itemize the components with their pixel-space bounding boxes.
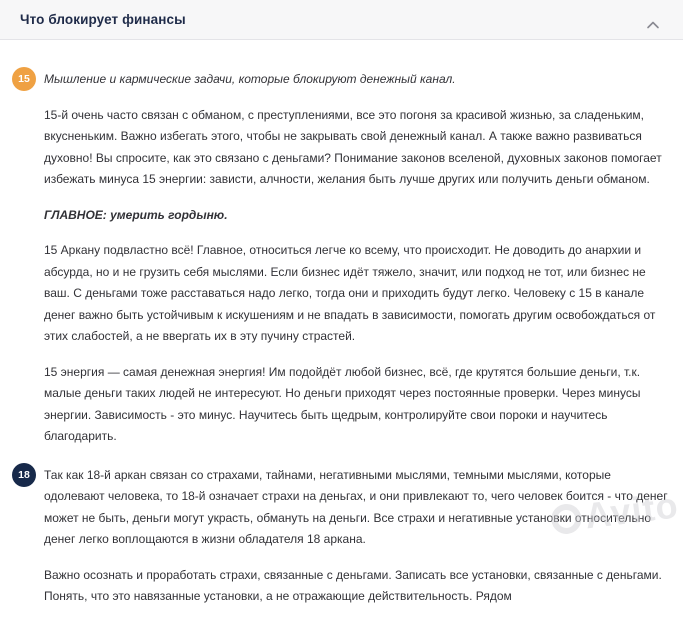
arcana-18-badge: 18 <box>12 463 36 487</box>
arcana-15-section <box>12 66 671 462</box>
arcana-15-badge: 15 <box>12 67 36 91</box>
paragraph-18-fears: Так как 18-й аркан связан со страхами, тайнами, негативными мыслями, темными мыслями, которые одолевают человека, то 18-й означает страхи на деньгах, и они привлекают то, чего человек боится - что денег может не быть, деньги могут украсть, обмануть на деньги. Все страхи и негативные установки относительно денег легко воплощаются в жизни обладателя 18 аркана. <box>44 467 668 546</box>
paragraph-15-deception: 15-й очень часто связан с обманом, с преступлениями, все это погоня за красивой жизнью, за сладеньким, вкусненьким. Важно избегать этого, чтобы не закрывать свой денежный канал. А также важно развиваться духовно! Вы спросите, как это связано с деньгами? Понимание законов вселеной, духовных законов помогает избежать минуса 15 энергии: зависти, алчности, желания быть лучше других или получить деньги обманом. <box>44 107 662 186</box>
paragraph-15-arcana: 15 Аркану подвластно всё! Главное, относиться легче ко всему, что происходит. Не доводить до анархии и абсурда, но и не грузить себя мыслями. Если бизнес идёт тяжело, значит, или подход не тот, или бизнес не ваш. С деньгами тоже расставаться надо легко, тогда они и приходить будут легко. Человеку с 15 в канале денег важно быть устойчивым к искушениям и не впадать в зависимости, помогать другим освобождаться от этих слабостей, а не ввергать их в эту пучину страстей. <box>44 243 656 343</box>
paragraph-18-work-through: Важно осознать и проработать страхи, связанные с деньгами. Записать все установки, связанные с деньгами. Понять, что это навязанные установки, а не отражающие действительность. Рядом <box>44 567 662 603</box>
paragraph-15-energy: 15 энергия — самая денежная энергия! Им подойдёт любой бизнес, всё, где крутятся большие деньги, т.к. малые деньги таких людей не интересуют. Но деньги приходят через постоянные проверки. Через минусы энергии. Зависимость - это минус. Научитесь быть щедрым, контролируйте свои пороки и научитесь благодарить. <box>44 364 641 443</box>
chevron-up-icon[interactable] <box>647 16 659 24</box>
arcana-18-section <box>12 462 671 622</box>
paragraph-main-pride: ГЛАВНОЕ: умерить гордыню. <box>44 207 228 222</box>
paragraph-lead-15: Мышление и кармические задачи, которые блокируют денежный канал. <box>44 72 456 86</box>
accordion-header-blocking-finances[interactable] <box>0 0 683 40</box>
section-title: Что блокирует финансы <box>20 12 186 27</box>
avito-watermark-text: Avito <box>582 484 681 537</box>
description-content <box>0 40 683 622</box>
